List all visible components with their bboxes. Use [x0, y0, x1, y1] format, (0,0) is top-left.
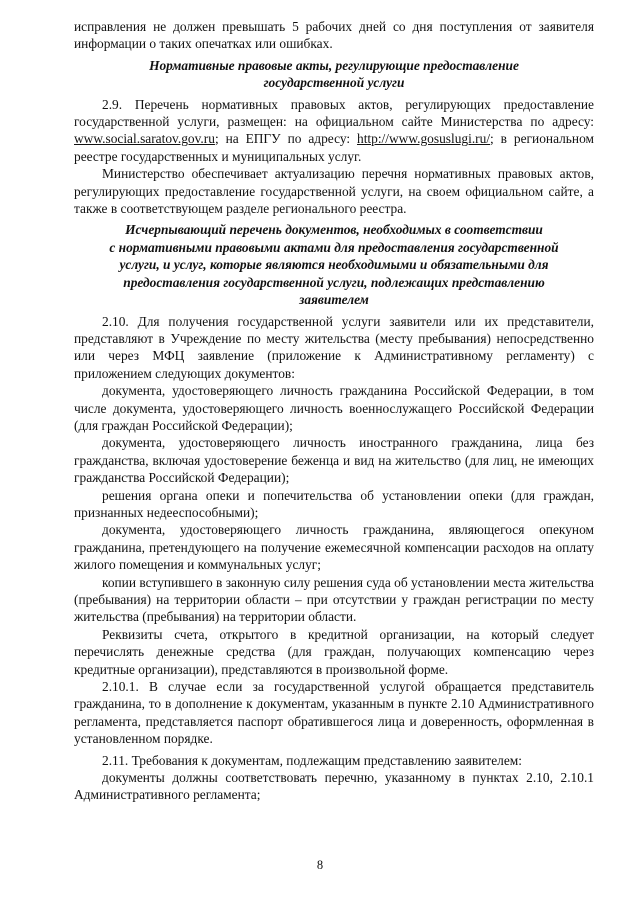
- paragraph-text: ; на ЕПГУ по адресу:: [214, 131, 357, 147]
- list-item: документа, удостоверяющего личность гражданина Российской Федерации, в том числе документа, удостоверяющего личность военнослужащего Российской Федерации (для граждан Российской Федерации);: [74, 383, 594, 433]
- heading-line: Нормативные правовые акты, регулирующие предоставление: [149, 57, 519, 73]
- paragraph-2-9: [74, 96, 594, 166]
- heading-line: Исчерпывающий перечень документов, необходимых в соответствии: [125, 222, 543, 238]
- paragraph-2-10-1: 2.10.1. В случае если за государственной услугой обращается представитель гражданина, то в дополнение к документам, указанным в пункте 2.10 Административного регламента, представляется паспорт обратившегося лица и доверенность, оформленная в установленном порядке.: [74, 679, 594, 747]
- paragraph-2-10: 2.10. Для получения государственной услуги заявители или их представители, представляют в Учреждение по месту жительства (месту пребывания) непосредственно или через МФЦ заявление (приложение к Административному регламенту) с приложением следующих документов:: [74, 313, 594, 381]
- list-item: копии вступившего в законную силу решения суда об установлении места жительства (пребывания) на территории области – при отсутствии у граждан регистрации по месту жительства (пребывания) на территории области.: [74, 574, 594, 625]
- list-item: решения органа опеки и попечительства об установлении опеки (для граждан, признанных недееспособными);: [74, 487, 594, 520]
- paragraph-text: 2.9. Перечень нормативных правовых актов, регулирующих предоставление государственной услуги, размещен: на официальном сайте Министерства по адресу:: [74, 96, 594, 130]
- document-page: [74, 18, 594, 804]
- section-heading-documents: [74, 221, 594, 308]
- paragraph-text: ; в региональном реестре государственных и муниципальных услуг.: [74, 131, 594, 164]
- heading-line: предоставления государственной услуги, подлежащих представлению: [123, 274, 545, 290]
- paragraph-2-11: 2.11. Требования к документам, подлежащим представлению заявителем:: [102, 752, 522, 768]
- page-number: 8: [316, 858, 324, 872]
- gosuslugi-link[interactable]: http://www.gosuslugi.ru/: [357, 131, 491, 147]
- list-item: Реквизиты счета, открытого в кредитной организации, на который следует перечислять денежные средства (для граждан, получающих компенсацию через кредитные организации), представляются в произвольной форме.: [74, 626, 594, 677]
- heading-line: услуги, и услуг, которые являются необходимыми и обязательными для: [119, 257, 549, 273]
- paragraph-ministry-update: Министерство обеспечивает актуализацию перечня нормативных правовых актов, регулирующих предоставление государственной услуги, на своем официальном сайте, а также в соответствующем разделе регионального реестра.: [74, 166, 594, 217]
- heading-line: заявителем: [299, 292, 369, 308]
- ministry-website-link[interactable]: www.social.saratov.gov.ru: [74, 131, 215, 147]
- section-heading-legal-acts: [74, 57, 594, 92]
- paragraph-continuation: исправления не должен превышать 5 рабочих дней со дня поступления от заявителя информации о таких опечатках или ошибках.: [74, 19, 594, 52]
- heading-line: государственной услуги: [263, 75, 405, 91]
- list-item: документа, удостоверяющего личность иностранного гражданина, лица без гражданства, включая удостоверение беженца и вид на жительство (для лиц, не имеющих гражданства Российской Федерации);: [74, 435, 594, 486]
- list-item: документа, удостоверяющего личность гражданина, являющегося опекуном гражданина, претендующего на получение ежемесячной компенсации расходов на оплату жилого помещения и коммунальных услуг;: [74, 522, 594, 573]
- heading-line: с нормативными правовыми актами для предоставления государственной: [109, 239, 559, 255]
- paragraph-2-11-requirement: документы должны соответствовать перечню, указанному в пунктах 2.10, 2.10.1 Административного регламента;: [74, 770, 594, 803]
